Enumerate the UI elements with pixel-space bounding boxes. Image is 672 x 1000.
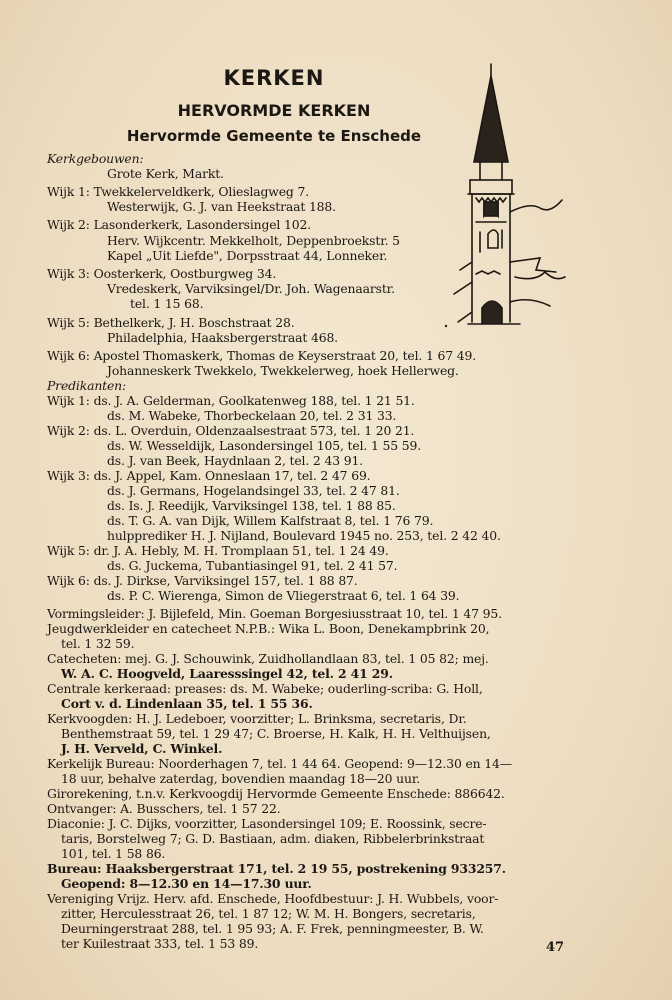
text-line: ds. Is. J. Reedijk, Varviksingel 138, tel. 1 88 85. (107, 498, 396, 513)
text-line: Diaconie: J. C. Dijks, voorzitter, Lasondersingel 109; E. Roossink, secre- (47, 816, 487, 831)
text-line: Herv. Wijkcentr. Mekkelholt, Deppenbroekstr. 5 (107, 233, 400, 248)
text-line: tel. 1 15 68. (130, 296, 204, 311)
text-line: zitter, Herculesstraat 26, tel. 1 87 12; W. M. H. Bongers, secretaris, (61, 906, 476, 921)
text-line: Philadelphia, Haaksbergerstraat 468. (107, 330, 338, 345)
text-line: Ontvanger: A. Busschers, tel. 1 57 22. (47, 801, 281, 816)
text-line: ds. J. van Beek, Haydnlaan 2, tel. 2 43 91. (107, 453, 363, 468)
text-line: Wijk 6: Apostel Thomaskerk, Thomas de Keyserstraat 20, tel. 1 67 49. (47, 348, 477, 363)
page-title: KERKEN (223, 66, 325, 90)
text-line: ds. M. Wabeke, Thorbeckelaan 20, tel. 2 31 33. (107, 408, 397, 423)
text-line: Kerkvoogden: H. J. Ledeboer, voorzitter; L. Brinksma, secretaris, Dr. (47, 711, 467, 726)
text-line: ds. T. G. A. van Dijk, Willem Kalfstraat 8, tel. 1 76 79. (107, 513, 434, 528)
text-line: Girorekening, t.n.v. Kerkvoogdij Hervormde Gemeente Enschede: 886642. (47, 786, 505, 801)
heading-predikanten: Predikanten: (47, 378, 127, 393)
text-line: Wijk 2: Lasonderkerk, Lasondersingel 102. (47, 217, 312, 232)
section-heading: Hervormde Gemeente te Enschede (126, 127, 422, 145)
text-line: Bureau: Haaksbergerstraat 171, tel. 2 19 55, postrekening 933257. (47, 861, 506, 876)
church-tower-illustration (440, 62, 570, 337)
text-line: Geopend: 8—12.30 en 14—17.30 uur. (61, 876, 312, 891)
text-line: Johanneskerk Twekkelo, Twekkelerweg, hoek Hellerweg. (107, 363, 459, 378)
text-line: ds. G. Juckema, Tubantiasingel 91, tel. 2 41 57. (107, 558, 398, 573)
text-line: Vormingsleider: J. Bijlefeld, Min. Goeman Borgesiusstraat 10, tel. 1 47 95. (47, 606, 502, 621)
page-number: 47 (546, 940, 565, 955)
text-line: Wijk 3: ds. J. Appel, Kam. Onneslaan 17, tel. 2 47 69. (47, 468, 371, 483)
text-line: J. H. Verveld, C. Winkel. (61, 741, 223, 756)
text-line: 18 uur, behalve zaterdag, bovendien maandag 18—20 uur. (61, 771, 421, 786)
text-line: Deurningerstraat 288, tel. 1 95 93; A. F. Frek, penningmeester, B. W. (61, 921, 484, 936)
text-line: W. A. C. Hoogveld, Laaresssingel 42, tel. 2 41 29. (61, 666, 393, 681)
text-line: Westerwijk, G. J. van Heekstraat 188. (107, 199, 336, 214)
heading-kerkgebouwen: Kerkgebouwen: (47, 151, 144, 166)
text-line: Grote Kerk, Markt. (107, 166, 224, 181)
text-line: Catecheten: mej. G. J. Schouwink, Zuidhollandlaan 83, tel. 1 05 82; mej. (47, 651, 489, 666)
text-line: Wijk 5: dr. J. A. Hebly, M. H. Tromplaan 51, tel. 1 24 49. (47, 543, 389, 558)
subtitle: HERVORMDE KERKEN (177, 101, 371, 120)
text-line: hulpprediker H. J. Nijland, Boulevard 1945 no. 253, tel. 2 42 40. (107, 528, 501, 543)
text-line: ds. P. C. Wierenga, Simon de Vliegerstraat 6, tel. 1 64 39. (107, 588, 460, 603)
text-line: Vereniging Vrijz. Herv. afd. Enschede, Hoofdbestuur: J. H. Wubbels, voor- (47, 891, 499, 906)
text-line: Cort v. d. Lindenlaan 35, tel. 1 55 36. (61, 696, 313, 711)
text-line: Jeugdwerkleider en catecheet N.P.B.: Wika L. Boon, Denekampbrink 20, (47, 621, 490, 636)
text-line: Wijk 6: ds. J. Dirkse, Varviksingel 157, tel. 1 88 87. (47, 573, 358, 588)
text-line: Wijk 5: Bethelkerk, J. H. Boschstraat 28. (47, 315, 295, 330)
text-line: Wijk 1: ds. J. A. Gelderman, Goolkatenweg 188, tel. 1 21 51. (47, 393, 415, 408)
text-line: Kerkelijk Bureau: Noorderhagen 7, tel. 1 44 64. Geopend: 9—12.30 en 14— (47, 756, 512, 771)
text-line: Wijk 3: Oosterkerk, Oostburgweg 34. (47, 266, 277, 281)
text-line: 101, tel. 1 58 86. (61, 846, 166, 861)
text-line: Centrale kerkeraad: preases: ds. M. Wabeke; ouderling-scriba: G. Holl, (47, 681, 483, 696)
text-line: Wijk 2: ds. L. Overduin, Oldenzaalsestraat 573, tel. 1 20 21. (47, 423, 415, 438)
text-line: Kapel „Uit Liefde", Dorpsstraat 44, Lonneker. (107, 248, 388, 263)
text-line: ter Kuilestraat 333, tel. 1 53 89. (61, 936, 259, 951)
text-line: ds. W. Wesseldijk, Lasondersingel 105, tel. 1 55 59. (107, 438, 421, 453)
text-line: Vredeskerk, Varviksingel/Dr. Joh. Wagenaarstr. (107, 281, 395, 296)
text-line: Wijk 1: Twekkelerveldkerk, Olieslagweg 7. (47, 184, 310, 199)
text-line: taris, Borstelweg 7; G. D. Bastiaan, adm. diaken, Ribbelerbrinkstraat (61, 831, 485, 846)
text-line: ds. J. Germans, Hogelandsingel 33, tel. 2 47 81. (107, 483, 400, 498)
text-line: tel. 1 32 59. (61, 636, 135, 651)
text-line: Benthemstraat 59, tel. 1 29 47; C. Broerse, H. Kalk, H. H. Velthuijsen, (61, 726, 491, 741)
